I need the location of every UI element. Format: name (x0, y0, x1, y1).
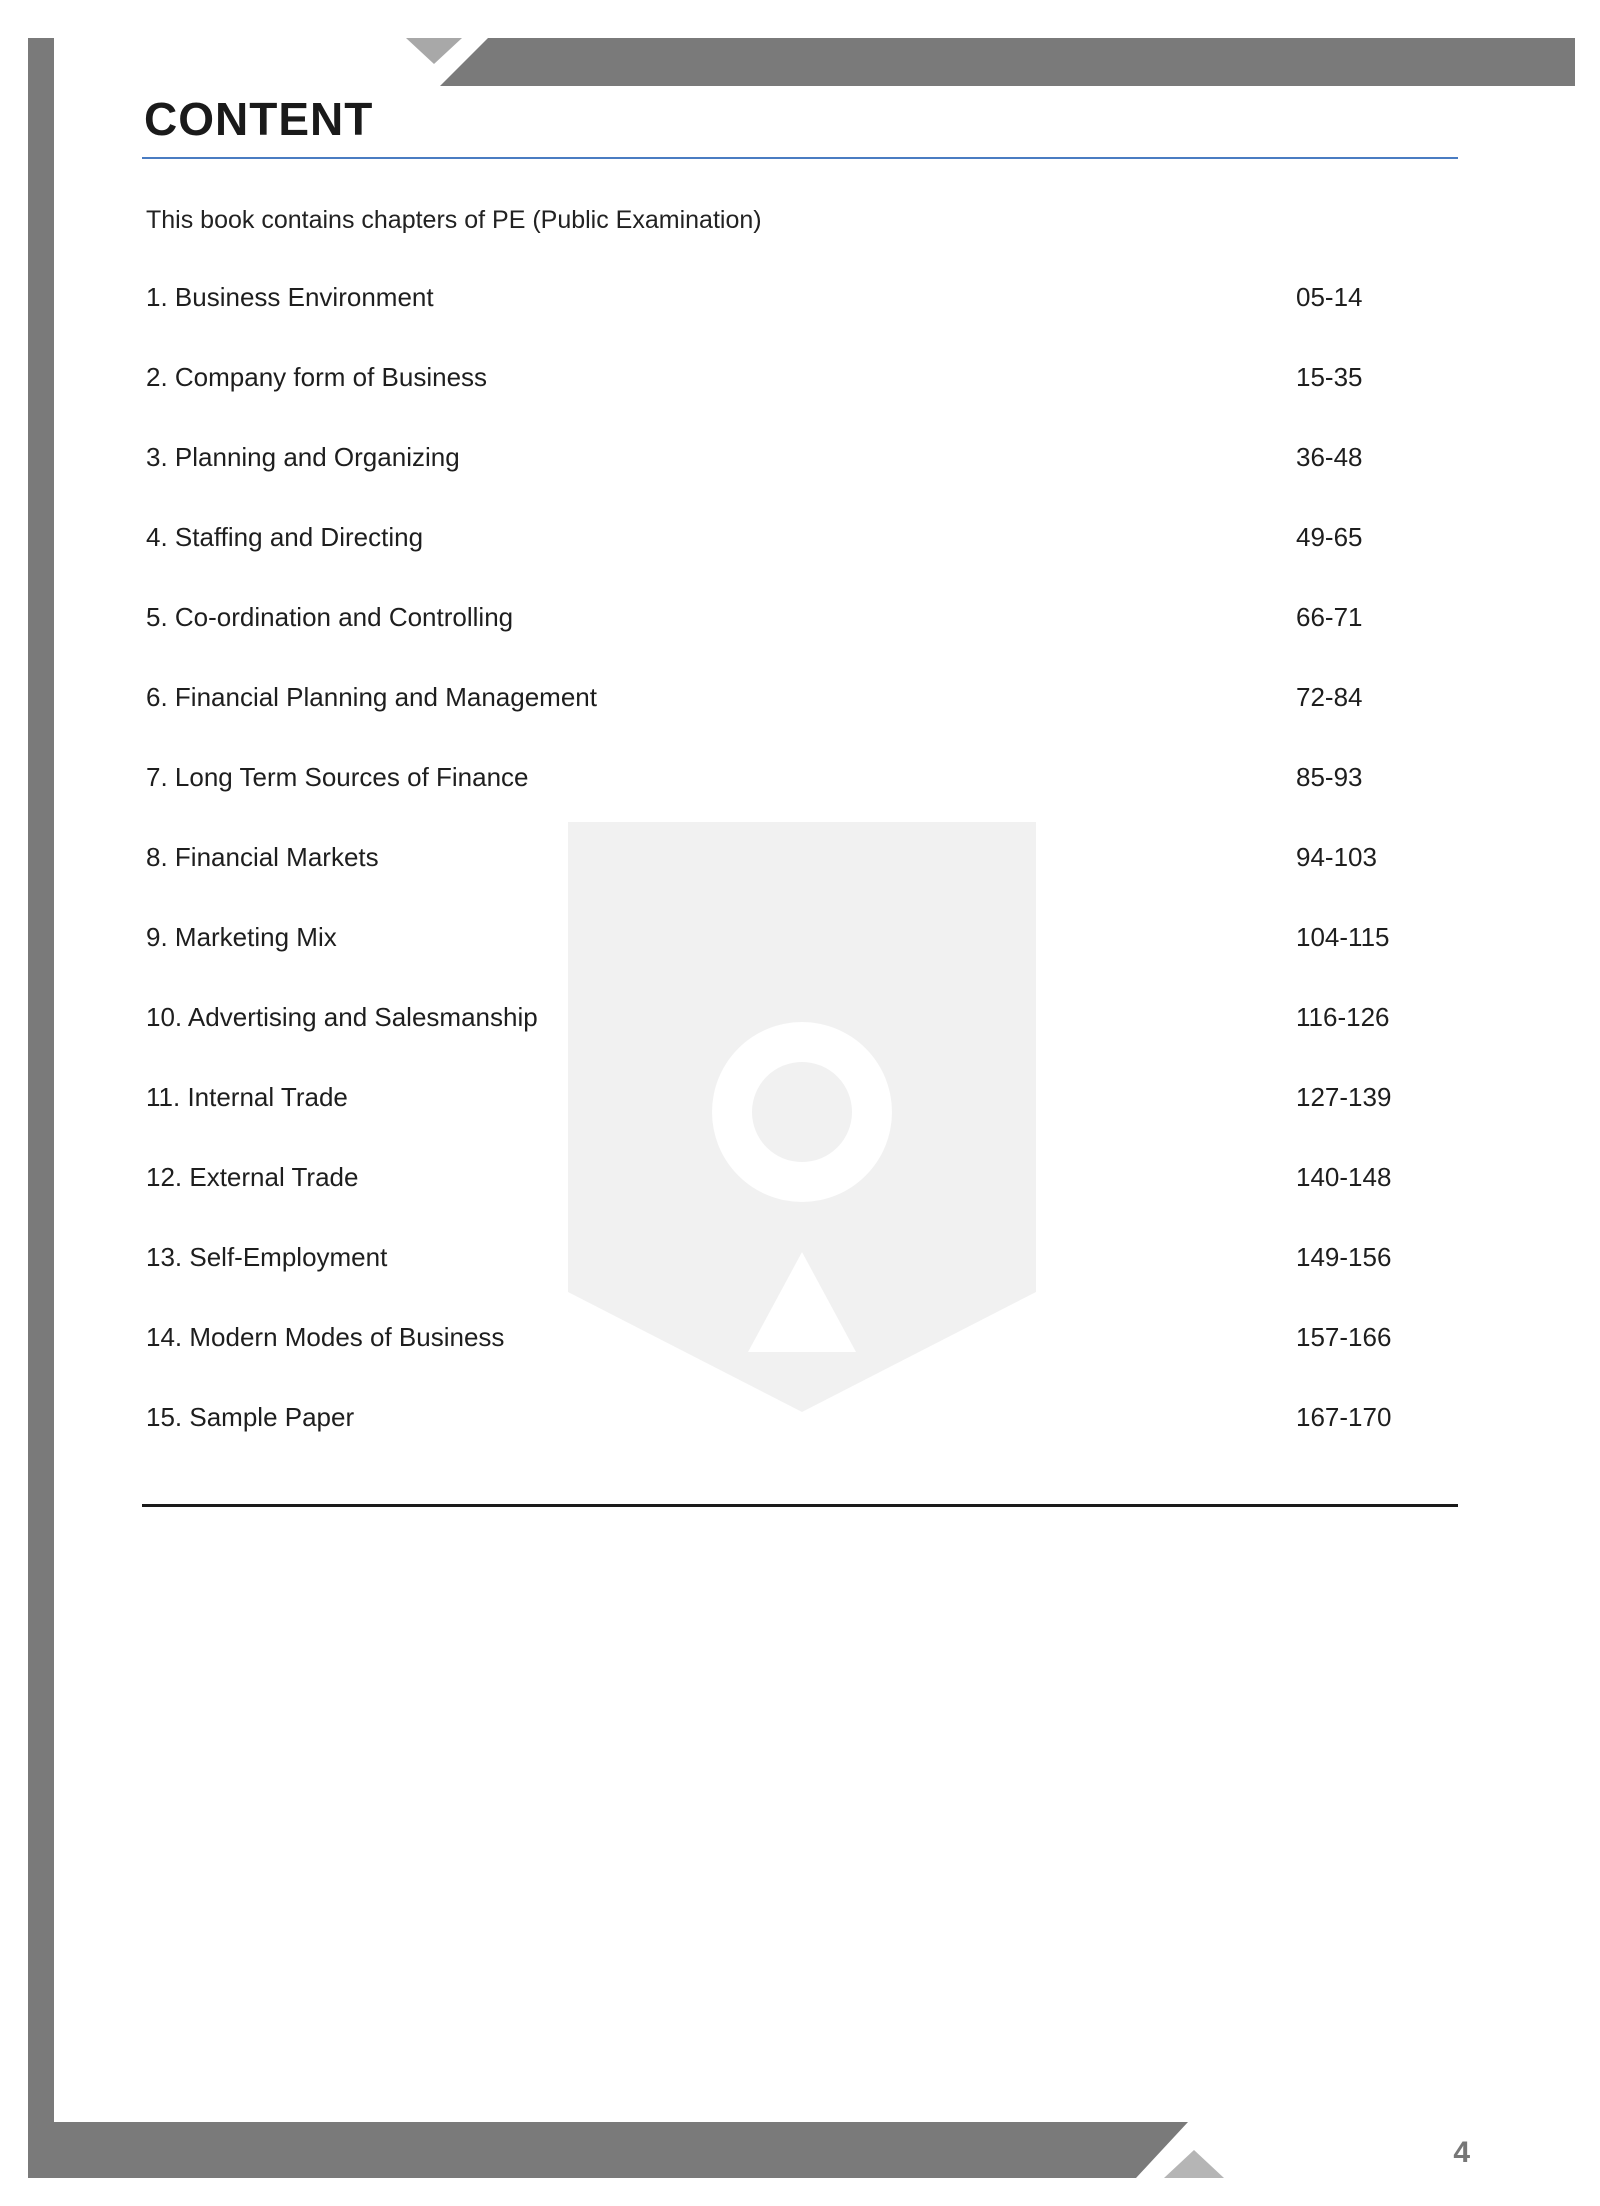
chapter-pages: 140-148 (1296, 1162, 1392, 1192)
toc-row[interactable] (146, 762, 1436, 842)
chapter-title: 8. Financial Markets (146, 842, 379, 872)
chapter-pages: 72-84 (1296, 682, 1363, 712)
chapter-title: 13. Self-Employment (146, 1242, 388, 1272)
toc-row[interactable] (146, 1402, 1436, 1482)
toc-row[interactable] (146, 1242, 1436, 1322)
chapter-title: 9. Marketing Mix (146, 922, 337, 952)
title-underline (142, 157, 1458, 159)
chapter-title: 10. Advertising and Salesmanship (146, 1002, 538, 1032)
toc-row[interactable] (146, 842, 1436, 922)
chapter-pages: 167-170 (1296, 1402, 1392, 1432)
chapter-pages: 116-126 (1296, 1002, 1390, 1032)
toc-row[interactable] (146, 1322, 1436, 1402)
toc-row[interactable] (146, 1082, 1436, 1162)
intro-text: This book contains chapters of PE (Public Examination) (146, 206, 762, 234)
chapter-title: 12. External Trade (146, 1162, 359, 1192)
bottom-border-band (28, 2122, 1188, 2178)
toc-row[interactable] (146, 602, 1436, 682)
toc-row[interactable] (146, 682, 1436, 762)
chapter-pages: 149-156 (1296, 1242, 1392, 1272)
chapter-pages: 157-166 (1296, 1322, 1392, 1352)
page-number: 4 (1453, 2136, 1470, 2169)
chapter-title: 11. Internal Trade (146, 1082, 348, 1112)
toc-row[interactable] (146, 922, 1436, 1002)
chapter-pages: 104-115 (1296, 922, 1390, 952)
bottom-triangle-decoration (1164, 2150, 1224, 2178)
chapter-title: 14. Modern Modes of Business (146, 1322, 505, 1352)
toc-row[interactable] (146, 442, 1436, 522)
toc-row[interactable] (146, 522, 1436, 602)
top-triangle-decoration (406, 38, 462, 64)
chapter-pages: 94-103 (1296, 842, 1377, 872)
toc-row[interactable] (146, 1002, 1436, 1082)
chapter-title: 7. Long Term Sources of Finance (146, 762, 529, 792)
chapter-pages: 127-139 (1296, 1082, 1392, 1112)
chapter-title: 2. Company form of Business (146, 362, 488, 392)
table-of-contents (146, 282, 1436, 1482)
chapter-pages: 49-65 (1296, 522, 1363, 552)
toc-row[interactable] (146, 282, 1436, 362)
chapter-pages: 05-14 (1296, 282, 1363, 312)
chapter-title: 1. Business Environment (146, 282, 434, 312)
chapter-title: 15. Sample Paper (146, 1402, 355, 1432)
chapter-pages: 85-93 (1296, 762, 1363, 792)
chapter-pages: 15-35 (1296, 362, 1363, 392)
chapter-title: 6. Financial Planning and Management (146, 682, 597, 712)
chapter-title: 3. Planning and Organizing (146, 442, 460, 472)
chapter-pages: 66-71 (1296, 602, 1363, 632)
left-border-bar (28, 38, 54, 2178)
chapter-pages: 36-48 (1296, 442, 1363, 472)
end-divider (142, 1504, 1458, 1507)
toc-row[interactable] (146, 362, 1436, 442)
chapter-title: 5. Co-ordination and Controlling (146, 602, 514, 632)
toc-row[interactable] (146, 1162, 1436, 1242)
top-border-band (440, 38, 1575, 86)
page-title: CONTENT (144, 93, 374, 145)
chapter-title: 4. Staffing and Directing (146, 522, 424, 552)
